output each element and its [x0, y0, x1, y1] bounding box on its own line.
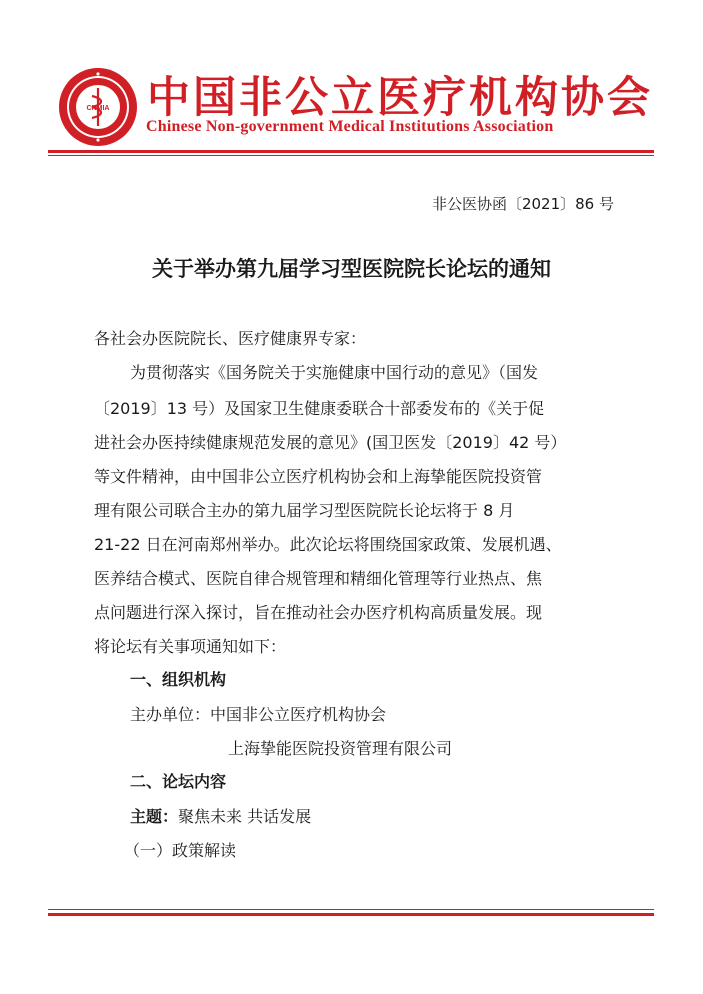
organizer-row [130, 702, 386, 725]
paragraph-line: 21-22 日在河南郑州举办。此次论坛将围绕国家政策、发展机遇、 [94, 535, 562, 554]
subsection-policy: （一）政策解读 [124, 841, 237, 860]
section-heading-content: 二、论坛内容 [130, 772, 227, 791]
organizer-name: 中国非公立医疗机构协会 [210, 705, 387, 724]
paragraph-line: 〔2019〕13 号）及国家卫生健康委联合十部委发布的《关于促 [94, 399, 545, 418]
paragraph-line: 进社会办医持续健康规范发展的意见》(国卫医发〔2019〕42 号） [94, 433, 567, 452]
header-rule-thin [48, 155, 654, 156]
theme-value: 聚焦未来 共话发展 [178, 807, 312, 826]
org-name-english: Chinese Non-government Medical Institutions Association [146, 118, 554, 135]
paragraph-line: 医养结合模式、医院自律合规管理和精细化管理等行业热点、焦 [94, 569, 543, 588]
paragraph-line: 为贯彻落实《国务院关于实施健康中国行动的意见》（国发 [130, 363, 539, 382]
theme-label: 主题： [130, 807, 179, 826]
footer-rule-thin [48, 909, 654, 910]
theme-row [130, 804, 311, 827]
logo-abbrev: CNMIA [86, 105, 110, 112]
paragraph-line: 点问题进行深入探讨，旨在推动社会办医疗机构高质量发展。现 [94, 603, 543, 622]
document-number: 非公医协函〔2021〕86 号 [431, 195, 614, 213]
salutation: 各社会办医院院长、医疗健康界专家： [94, 329, 367, 348]
organizer-label: 主办单位： [130, 705, 211, 724]
paragraph-line: 等文件精神，由中国非公立医疗机构协会和上海挚能医院投资管 [94, 467, 543, 486]
org-name-chinese: 中国非公立医疗机构协会 [147, 73, 653, 123]
co-organizer-name: 上海挚能医院投资管理有限公司 [228, 739, 453, 758]
paragraph-line: 将论坛有关事项通知如下： [94, 637, 287, 656]
header-rule-thick [48, 150, 654, 153]
association-logo [57, 66, 139, 148]
paragraph-line: 理有限公司联合主办的第九届学习型医院院长论坛将于 8 月 [94, 501, 515, 520]
footer-rule-thick [48, 913, 654, 916]
section-heading-organization: 一、组织机构 [130, 670, 227, 689]
document-title: 关于举办第九届学习型医院院长论坛的通知 [152, 257, 551, 281]
